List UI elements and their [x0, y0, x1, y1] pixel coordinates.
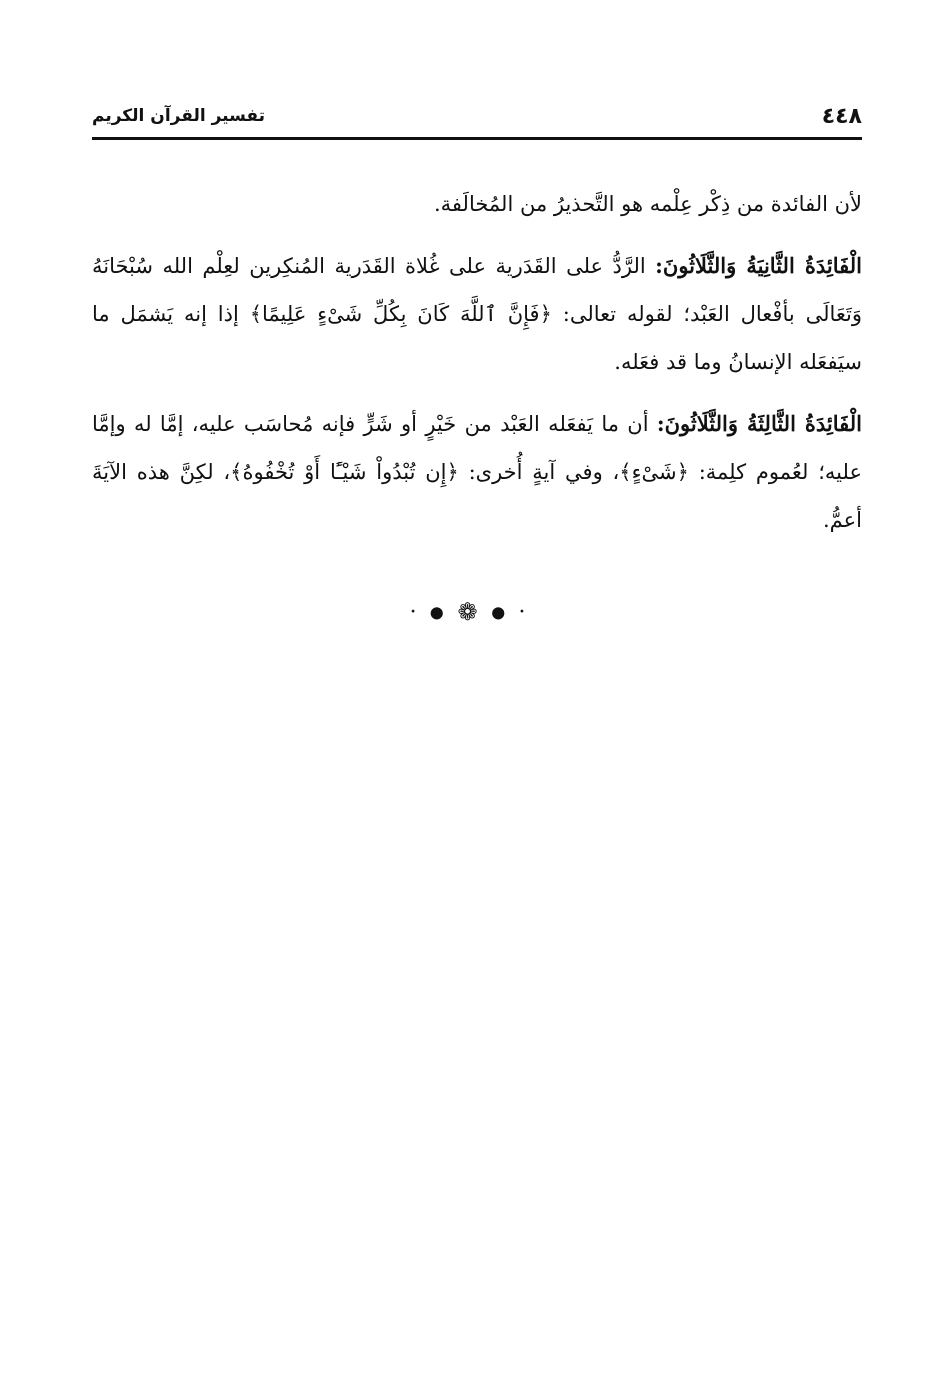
- paragraph-text: الرَّدُّ على القَدَرية على غُلاة القَدَرية المُنكِرين لعِلْم الله سُبْحَانَهُ وَتَعَالَى بأفْعال العَبْد؛ لقوله تعالى: ﴿فَإِنَّ ٱللَّهَ كَانَ بِكُلِّ شَىْءٍ عَلِيمًا﴾ إذا إنه يَشمَل ما سيَفعَله الإنسانُ وما قد فعَله.: [92, 254, 862, 374]
- paragraph-benefit-33: [92, 400, 862, 544]
- ornament-dot-icon: •: [410, 606, 420, 618]
- ornament-dot-icon: ●: [491, 602, 510, 622]
- paragraph-benefit-32: [92, 242, 862, 386]
- header-rule: [92, 137, 862, 140]
- running-title: تفسير القرآن الكريم: [92, 106, 266, 126]
- section-end-ornament: [0, 598, 939, 626]
- ornament-dot-icon: •: [518, 606, 529, 618]
- paragraph-1: [92, 180, 862, 228]
- page-header: [92, 100, 862, 138]
- page-number: ٤٤٨: [821, 104, 862, 129]
- paragraph-text: لأن الفائدة من ذِكْر عِلْمه هو التَّحذيرُ من المُخالَفة.: [434, 192, 862, 216]
- paragraph-text: أن ما يَفعَله العَبْد من خَيْرٍ أو شَرٍّ فإنه مُحاسَب عليه، إمَّا له وإمَّا عليه؛ لعُموم كلِمة: ﴿شَىْءٍ﴾، وفي آيةٍ أُخرى: ﴿إِن تُبْدُواْ شَيْـًٔا أَوْ تُخْفُوهُ﴾، لكِنَّ هذه الآيَةَ أعمُّ.: [92, 412, 862, 532]
- ornament-dot-icon: ●: [429, 602, 448, 622]
- ornament-flower-icon: ❁: [457, 598, 482, 626]
- paragraph-lead: الْفَائِدَةُ الثَّالِثَةُ وَالثَّلَاثُونَ:: [656, 411, 862, 436]
- paragraph-lead: الْفَائِدَةُ الثَّانِيَةُ وَالثَّلَاثُونَ:: [655, 253, 862, 278]
- body-text: [92, 180, 862, 558]
